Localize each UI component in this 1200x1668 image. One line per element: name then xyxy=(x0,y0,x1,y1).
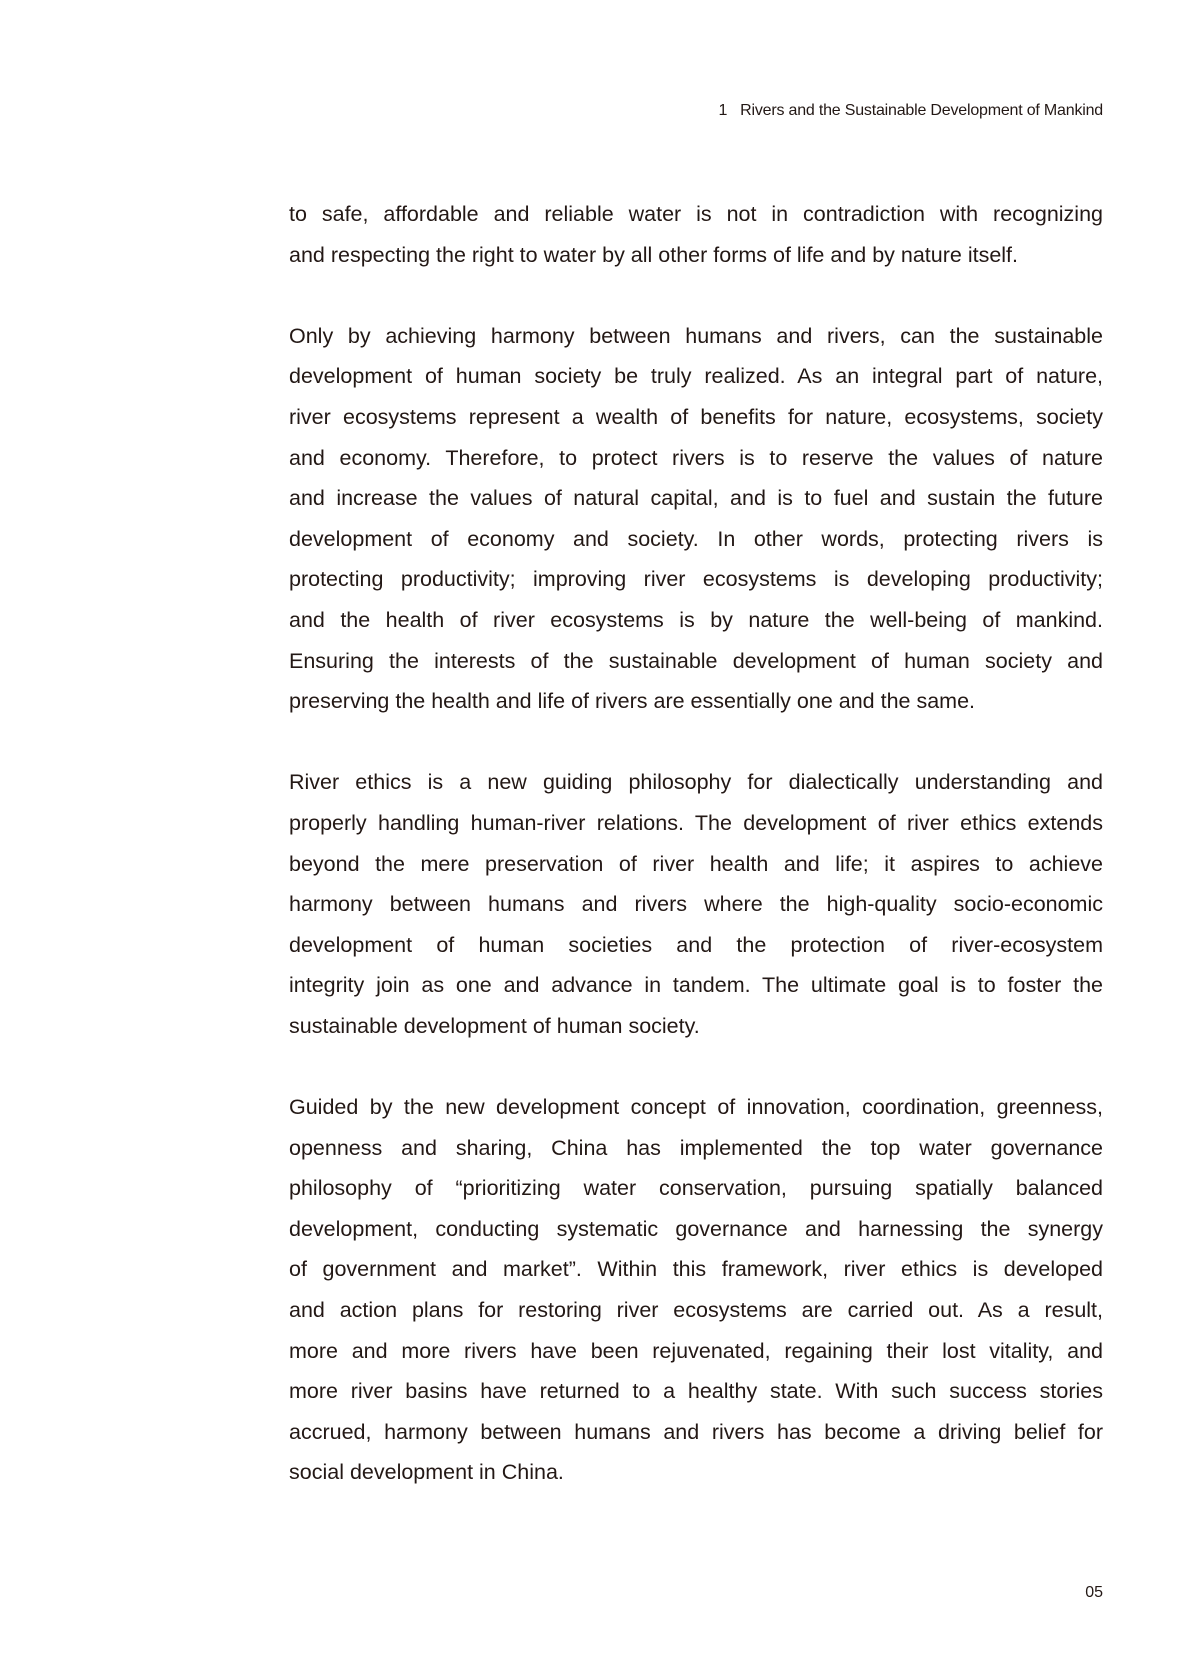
text-line-content: preserving the health and life of rivers are essentially one and the same. xyxy=(289,689,976,714)
text-line-content: social development in China. xyxy=(289,1460,564,1485)
text-line xyxy=(289,803,1103,844)
paragraph xyxy=(289,1087,1103,1493)
text-line-content: more and more rivers have been rejuvenated, regaining their lost vitality, and xyxy=(289,1338,1103,1363)
text-line-content: to safe, affordable and reliable water is not in contradiction with recognizing xyxy=(289,202,1103,226)
paragraph xyxy=(289,762,1103,1046)
text-line xyxy=(289,1412,1103,1453)
text-line xyxy=(289,316,1103,357)
paragraph xyxy=(289,316,1103,722)
text-line-content: sustainable development of human society. xyxy=(289,1013,700,1038)
text-line xyxy=(289,965,1103,1006)
text-line xyxy=(289,438,1103,479)
text-line xyxy=(289,600,1103,641)
text-line-content: Guided by the new development concept of innovation, coordination, greenness, xyxy=(289,1095,1103,1120)
chapter-title: Rivers and the Sustainable Development of Mankind xyxy=(740,102,1103,119)
text-line-content: River ethics is a new guiding philosophy for dialectically understanding and xyxy=(289,770,1103,795)
text-line xyxy=(289,1168,1103,1209)
text-line xyxy=(289,194,1103,235)
text-line xyxy=(289,641,1103,682)
text-line-content: more river basins have returned to a healthy state. With such success stories xyxy=(289,1379,1103,1404)
text-line xyxy=(289,1249,1103,1290)
text-line xyxy=(289,1452,1103,1493)
text-line xyxy=(289,1290,1103,1331)
text-line-content: and economy. Therefore, to protect rivers is to reserve the values of nature xyxy=(289,445,1103,470)
text-line xyxy=(289,397,1103,438)
text-line xyxy=(289,1087,1103,1128)
page-number: 05 xyxy=(1085,1584,1103,1601)
chapter-number: 1 xyxy=(718,102,728,119)
text-line-content: development of human society be truly realized. As an integral part of nature, xyxy=(289,364,1103,389)
text-line-content: protecting productivity; improving river ecosystems is developing productivity; xyxy=(289,567,1103,592)
text-line-content: philosophy of “prioritizing water conservation, pursuing spatially balanced xyxy=(289,1176,1103,1201)
text-line xyxy=(289,356,1103,397)
text-line xyxy=(289,1331,1103,1372)
text-line xyxy=(289,762,1103,803)
text-line-content: river ecosystems represent a wealth of benefits for nature, ecosystems, society xyxy=(289,404,1103,429)
text-line-content: and action plans for restoring river ecosystems are carried out. As a result, xyxy=(289,1298,1103,1323)
text-line-content: Only by achieving harmony between humans and rivers, can the sustainable xyxy=(289,323,1103,348)
text-line xyxy=(289,478,1103,519)
text-line-content: and increase the values of natural capital, and is to fuel and sustain the future xyxy=(289,486,1103,511)
text-line xyxy=(289,1209,1103,1250)
body-text xyxy=(289,194,1103,1534)
text-line-content: harmony between humans and rivers where the high-quality socio-economic xyxy=(289,892,1103,917)
text-line-content: openness and sharing, China has implemented the top water governance xyxy=(289,1135,1103,1160)
text-line-content: accrued, harmony between humans and rivers has become a driving belief for xyxy=(289,1419,1103,1444)
text-line-content: beyond the mere preservation of river health and life; it aspires to achieve xyxy=(289,851,1103,876)
text-line xyxy=(289,1128,1103,1169)
text-line xyxy=(289,1371,1103,1412)
running-header xyxy=(718,100,1103,122)
text-line xyxy=(289,844,1103,885)
text-line-content: and respecting the right to water by all other forms of life and by nature itself. xyxy=(289,242,1018,267)
text-line xyxy=(289,681,1103,722)
text-line xyxy=(289,925,1103,966)
text-line-content: and the health of river ecosystems is by nature the well-being of mankind. xyxy=(289,607,1103,632)
text-line xyxy=(289,559,1103,600)
text-line-content: Ensuring the interests of the sustainable development of human society and xyxy=(289,648,1103,673)
text-line-content: development of human societies and the protection of river-ecosystem xyxy=(289,932,1103,957)
text-line-content: development of economy and society. In other words, protecting rivers is xyxy=(289,526,1103,551)
text-line-content: integrity join as one and advance in tandem. The ultimate goal is to foster the xyxy=(289,973,1103,998)
text-line xyxy=(289,1006,1103,1047)
text-line xyxy=(289,884,1103,925)
text-line-content: properly handling human-river relations. The development of river ethics extends xyxy=(289,810,1103,835)
text-line-content: development, conducting systematic governance and harnessing the synergy xyxy=(289,1216,1103,1241)
text-line xyxy=(289,519,1103,560)
text-line-content: of government and market”. Within this framework, river ethics is developed xyxy=(289,1257,1103,1282)
paragraph xyxy=(289,194,1103,275)
text-line xyxy=(289,235,1103,276)
